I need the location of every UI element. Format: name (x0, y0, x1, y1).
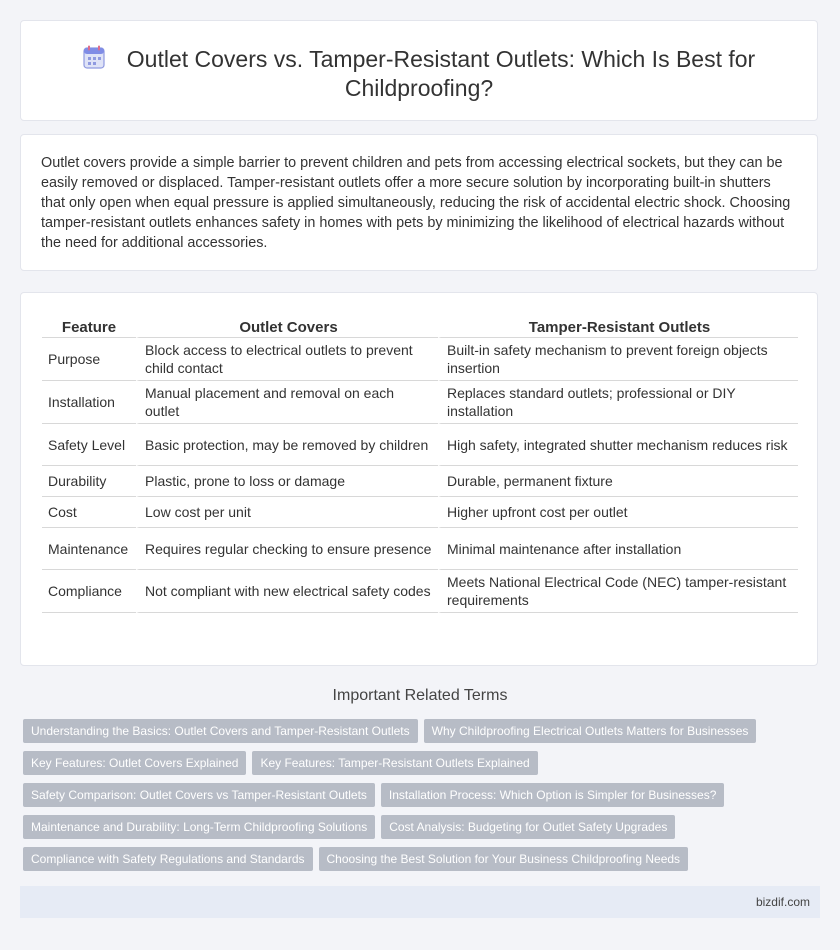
related-term-tag[interactable]: Choosing the Best Solution for Your Business Childproofing Needs (319, 847, 689, 871)
related-term-tag[interactable]: Key Features: Outlet Covers Explained (23, 751, 246, 775)
tamper-resistant-cell: High safety, integrated shutter mechanism reduces risk (438, 424, 798, 466)
footer-site-link[interactable]: bizdif.com (755, 895, 810, 909)
related-term-tag[interactable]: Understanding the Basics: Outlet Covers and Tamper-Resistant Outlets (23, 719, 418, 743)
feature-cell: Compliance (42, 570, 136, 613)
header-outlet-covers: Outlet Covers (136, 311, 438, 338)
outlet-covers-cell: Basic protection, may be removed by children (136, 424, 438, 466)
outlet-covers-cell: Block access to electrical outlets to prevent child contact (136, 338, 438, 381)
title-card (20, 20, 818, 121)
intro-paragraph: Outlet covers provide a simple barrier to prevent children and pets from accessing electrical sockets, but they can be easily removed or displaced. Tamper-resistant outlets offer a more secure solution by incorporating built-in shutters that only open when equal pressure is applied simultaneously, reducing the risk of accidental electric shock. Choosing tamper-resistant outlets enhances safety in homes with pets by minimizing the likelihood of electrical hazards without the need for additional accessories. (41, 155, 791, 251)
related-terms-title: Important Related Terms (332, 687, 508, 704)
page-header (21, 45, 817, 103)
intro-card (20, 134, 818, 271)
footer (20, 886, 820, 918)
table-row (42, 466, 798, 497)
comparison-card (20, 292, 818, 666)
table-header-row (42, 311, 798, 338)
table-row (42, 497, 798, 528)
feature-cell: Installation (42, 381, 136, 424)
header-tamper-resistant: Tamper-Resistant Outlets (438, 311, 798, 338)
table-row (42, 381, 798, 424)
related-term-tag[interactable]: Maintenance and Durability: Long-Term Childproofing Solutions (23, 815, 375, 839)
related-term-tag[interactable]: Cost Analysis: Budgeting for Outlet Safety Upgrades (381, 815, 675, 839)
comparison-table (42, 311, 798, 613)
related-term-tag[interactable]: Key Features: Tamper-Resistant Outlets Explained (252, 751, 537, 775)
table-row (42, 338, 798, 381)
related-term-tag[interactable]: Compliance with Safety Regulations and Standards (23, 847, 313, 871)
tamper-resistant-cell: Built-in safety mechanism to prevent foreign objects insertion (438, 338, 798, 381)
outlet-covers-cell: Plastic, prone to loss or damage (136, 466, 438, 497)
tamper-resistant-cell: Minimal maintenance after installation (438, 528, 798, 570)
tamper-resistant-cell: Durable, permanent fixture (438, 466, 798, 497)
header-feature: Feature (42, 311, 136, 338)
table-row (42, 570, 798, 613)
feature-cell: Maintenance (42, 528, 136, 570)
outlet-covers-cell: Requires regular checking to ensure presence (136, 528, 438, 570)
feature-cell: Purpose (42, 338, 136, 381)
feature-cell: Durability (42, 466, 136, 497)
outlet-covers-cell: Manual placement and removal on each outlet (136, 381, 438, 424)
related-terms-list (23, 719, 823, 879)
feature-cell: Safety Level (42, 424, 136, 466)
page-title: Outlet Covers vs. Tamper-Resistant Outlets: Which Is Best for Childproofing? (126, 46, 756, 101)
tamper-resistant-cell: Replaces standard outlets; professional or DIY installation (438, 381, 798, 424)
related-term-tag[interactable]: Why Childproofing Electrical Outlets Matters for Businesses (424, 719, 757, 743)
table-row (42, 528, 798, 570)
calendar-icon (83, 45, 105, 69)
tamper-resistant-cell: Higher upfront cost per outlet (438, 497, 798, 528)
table-row (42, 424, 798, 466)
outlet-covers-cell: Low cost per unit (136, 497, 438, 528)
tamper-resistant-cell: Meets National Electrical Code (NEC) tamper-resistant requirements (438, 570, 798, 613)
related-term-tag[interactable]: Installation Process: Which Option is Simpler for Businesses? (381, 783, 724, 807)
feature-cell: Cost (42, 497, 136, 528)
related-term-tag[interactable]: Safety Comparison: Outlet Covers vs Tamper-Resistant Outlets (23, 783, 375, 807)
outlet-covers-cell: Not compliant with new electrical safety codes (136, 570, 438, 613)
